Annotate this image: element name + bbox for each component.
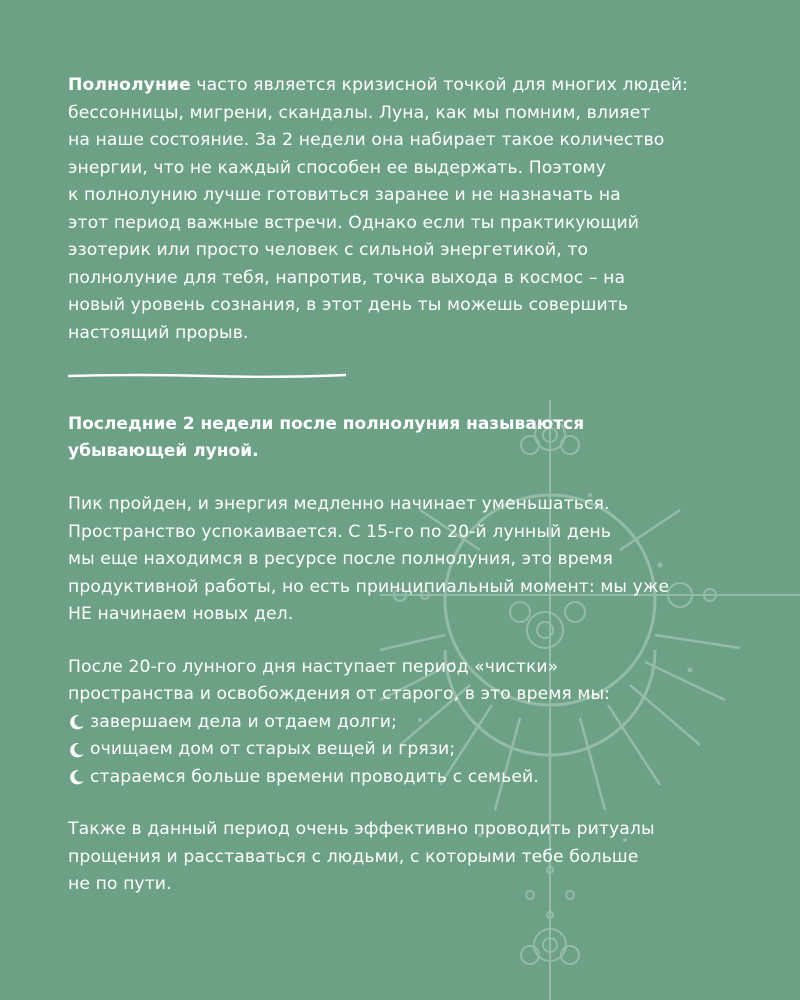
bullet-text: стараемся больше времени проводить с семьей. [90,766,539,787]
intro-line: бессонницы, мигрени, скандалы. Луна, как мы помним, влияет [68,102,651,123]
intro-line: этот период важные встречи. Однако если ты практикующий [68,212,640,233]
crescent-moon-icon [68,768,86,786]
paragraph-line: После 20-го лунного дня наступает период «чистки» [68,656,559,677]
intro-line: полнолуние для тебя, напротив, точка выхода в космос – на [68,267,626,288]
intro-line: новый уровень сознания, в этот день ты можешь совершить [68,295,629,315]
intro-line: настоящий прорыв. [68,322,249,343]
paragraph-line: Пространство успокаивается. С 15-го по 20-й лунный день [68,521,612,542]
bullet-item [68,736,728,764]
intro-paragraph [68,72,728,347]
paragraph-line: Пик пройден, и энергия медленно начинает уменьшаться. [68,494,610,514]
heading-line: Последние 2 недели после полнолуния называются [68,414,585,434]
crescent-moon-icon [68,741,86,759]
brush-divider [68,373,346,379]
paragraph-cleansing [68,654,728,792]
text-column [68,72,728,899]
intro-bold-term: Полнолуние [68,75,191,95]
intro-line: к полнолунию лучше готовиться заранее и не назначать на [68,185,621,205]
bullet-item [68,764,728,792]
heading-line: убывающей луной. [68,441,259,461]
intro-line: Полнолуние часто является кризисной точкой для многих людей: [68,75,688,95]
paragraph-line: Также в данный период очень эффективно проводить ритуалы [68,819,655,839]
intro-line: эзотерик или просто человек с сильной энергетикой, то [68,240,589,260]
bullet-text: завершаем дела и отдаем долги; [90,711,397,732]
paragraph-line: НЕ начинаем новых дел. [68,604,294,624]
paragraph-line: продуктивной работы, но есть принципиальный момент: мы уже [68,576,670,597]
paragraph-line: прощения и расставаться с людьми, с которыми тебе больше [68,846,639,867]
paragraph-peak [68,491,728,629]
bullet-text: очищаем дом от старых вещей и грязи; [90,739,456,759]
section-heading [68,411,728,465]
paragraph-line: пространства и освобождения от старого, в это время мы: [68,684,611,704]
intro-line: энергии, что не каждый способен ее выдержать. Поэтому [68,157,607,178]
intro-line: на наше состояние. За 2 недели она набирает такое количество [68,130,665,150]
bullet-item [68,709,728,737]
crescent-moon-icon [68,713,86,731]
paragraph-line: мы еще находимся в ресурсе после полнолуния, это время [68,549,613,569]
paragraph-line: не по пути. [68,874,172,894]
paragraph-rituals [68,816,728,899]
